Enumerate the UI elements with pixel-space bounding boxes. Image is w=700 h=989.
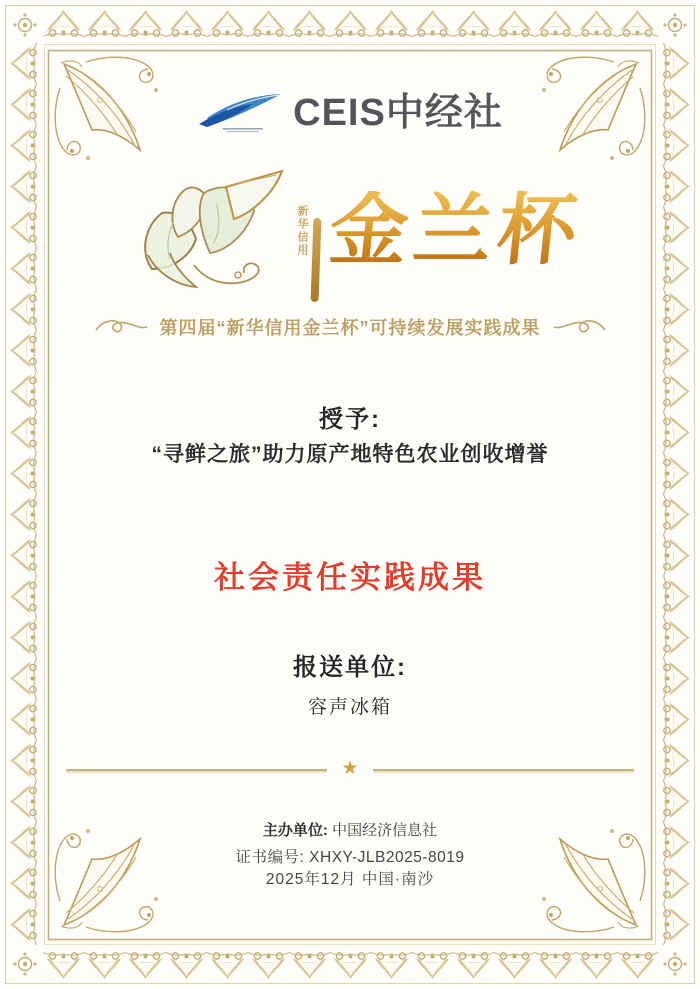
subtitle-text: 第四届“新华信用金兰杯”可持续发展实践成果 [159, 318, 541, 338]
ceis-logo [0, 86, 700, 140]
star-icon: ★ [341, 758, 359, 779]
cup-title: 金兰杯 [325, 186, 587, 274]
award-emblem [0, 163, 700, 315]
award-category: 社会责任实践成果 [214, 560, 486, 595]
date-place-line: 2025年12月 中国·南沙 [265, 871, 435, 888]
grant-label: 授予: [319, 406, 381, 433]
star-divider [66, 760, 634, 780]
right-flourish-icon [553, 317, 607, 337]
submitter-label: 报送单位: [293, 654, 407, 681]
cert-label: 证书编号: [235, 849, 305, 866]
logo-text: CEIS中经社 [293, 92, 503, 134]
submitter-name: 容声冰箱 [307, 697, 392, 718]
seal-text: 新华信用 [296, 205, 308, 257]
brush-stroke-divider [311, 218, 322, 302]
divider-line-right [373, 769, 634, 771]
host-label: 主办单位: [262, 822, 328, 839]
host-line [0, 820, 700, 842]
cert-number-line [0, 847, 700, 869]
cert-number: XHXY-JLB2025-8019 [309, 849, 465, 866]
ceis-swoosh-icon [197, 92, 283, 134]
recipient-title: “寻鲜之旅”助力原产地特色农业创收增誉 [151, 443, 549, 466]
subtitle-row [0, 314, 700, 340]
magnolia-flower-icon [134, 169, 292, 295]
divider-line-left [66, 769, 327, 771]
host-name: 中国经济信息社 [332, 822, 438, 839]
left-flourish-icon [94, 317, 148, 337]
